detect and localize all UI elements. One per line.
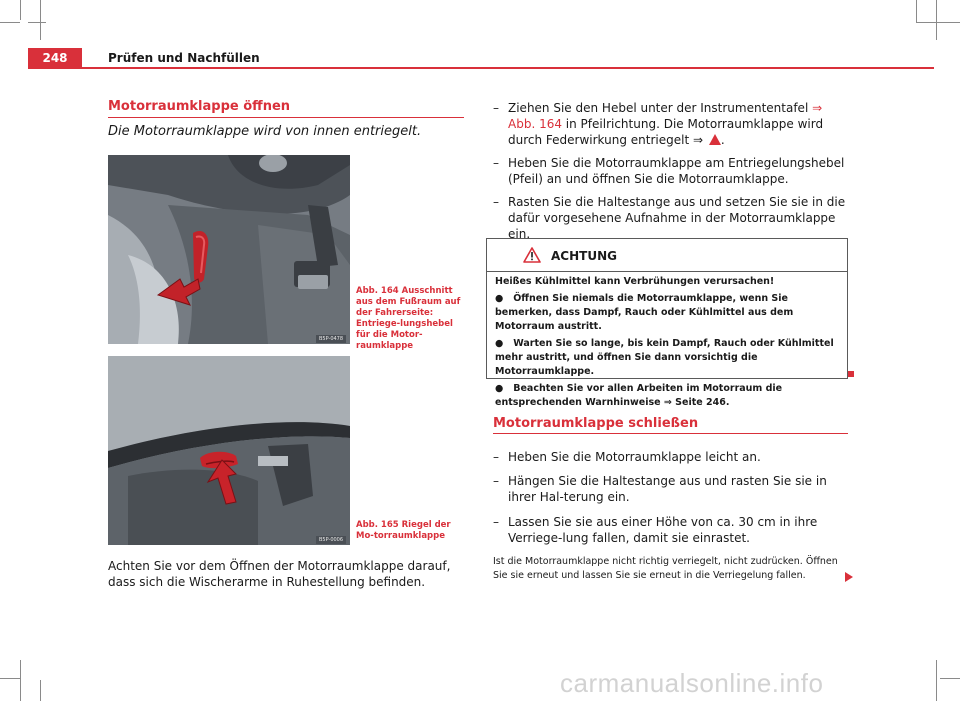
warning-box — [486, 238, 848, 408]
step-item: – Ziehen Sie den Hebel unter der Instrumententafel ⇒ Abb. 164 in Pfeilrichtung. Die Motorraumklappe wird durch Federwirkung entriegelt ⇒ . — [493, 101, 824, 147]
crop-mark — [28, 22, 46, 23]
note-paragraph: Ist die Motorraumklappe nicht richtig verriegelt, nicht zudrücken. Öffnen Sie sie erneut und lassen Sie sie erneut in die Verriegelung fallen. — [493, 556, 838, 581]
warning-triangle-icon — [523, 247, 541, 263]
section-title-close: Motorraumklappe schließen — [493, 416, 699, 431]
crop-mark — [40, 0, 41, 40]
step-item: – Heben Sie die Motorraumklappe am Entriegelungshebel (Pfeil) an und öffnen Sie die Motorraumklappe. — [493, 156, 845, 186]
intro-paragraph: Achten Sie vor dem Öffnen der Motorraumklappe darauf, dass sich die Wischerarme in Ruhestellung befinden. — [108, 559, 451, 589]
section-rule-open — [108, 117, 464, 118]
section-rule-close — [493, 433, 848, 434]
figure-code: B5P-0478 — [316, 335, 346, 343]
warning-item: ● Warten Sie so lange, bis kein Dampf, Rauch oder Kühlmittel mehr austritt, und öffnen Sie dann vorsichtig die Motorraumklappe. — [495, 338, 834, 377]
crop-mark — [20, 0, 21, 20]
section-end-marker — [848, 371, 854, 377]
continue-arrow-icon — [845, 572, 853, 582]
figure-164-image — [108, 155, 350, 344]
step-item: – Heben Sie die Motorraumklappe leicht an. — [493, 450, 761, 464]
crop-mark — [0, 678, 20, 679]
warning-header — [487, 239, 847, 272]
page-number: 248 — [28, 48, 82, 68]
figure-code: B5P-0006 — [316, 536, 346, 544]
header-rule — [28, 67, 934, 69]
warning-triangle-icon — [709, 134, 721, 145]
crop-mark — [936, 660, 937, 701]
crop-mark — [916, 0, 917, 22]
crop-mark — [940, 678, 960, 679]
running-header-title: Prüfen und Nachfüllen — [108, 51, 260, 65]
crop-mark — [916, 22, 960, 23]
step-item: – Rasten Sie die Haltestange aus und setzen Sie sie in die dafür vorgesehene Aufnahme in der Motorraumklappe ein. — [493, 195, 846, 241]
warning-label: ACHTUNG — [551, 249, 617, 263]
warning-heading: Heißes Kühlmittel kann Verbrühungen verursachen! — [495, 276, 775, 287]
warning-item: ● Beachten Sie vor allen Arbeiten im Motorraum die entsprechenden Warnhinweise ⇒ Seite 246. — [495, 383, 783, 408]
warning-body — [495, 275, 843, 413]
crop-mark — [20, 660, 21, 701]
warning-item: ● Öffnen Sie niemals die Motorraumklappe, wenn Sie bemerken, dass Dampf, Rauch oder Kühlmittel aus dem Motorraum austritt. — [495, 293, 794, 332]
crop-mark — [936, 0, 937, 40]
figure-164-caption: Abb. 164 Ausschnitt aus dem Fußraum auf der Fahrerseite: Entriege-lungshebel für die Motor-raumklappe — [356, 286, 461, 351]
crop-mark — [40, 680, 41, 701]
watermark: carmanualsonline.info — [560, 668, 824, 698]
crop-mark — [0, 22, 20, 23]
figure-165-image — [108, 356, 350, 545]
figure-reference-link[interactable]: ⇒ Abb. 164 — [508, 101, 823, 131]
figure-165-caption: Abb. 165 Riegel der Mo-torraumklappe — [356, 520, 451, 541]
section-title-open: Motorraumklappe öffnen — [108, 99, 291, 114]
section-subtitle: Die Motorraumklappe wird von innen entriegelt. — [108, 124, 422, 139]
step-item: – Lassen Sie sie aus einer Höhe von ca. 30 cm in ihre Verriege-lung fallen, damit sie einrastet. — [493, 515, 818, 545]
step-item: – Hängen Sie die Haltestange aus und rasten Sie sie in ihrer Hal-terung ein. — [493, 474, 827, 504]
